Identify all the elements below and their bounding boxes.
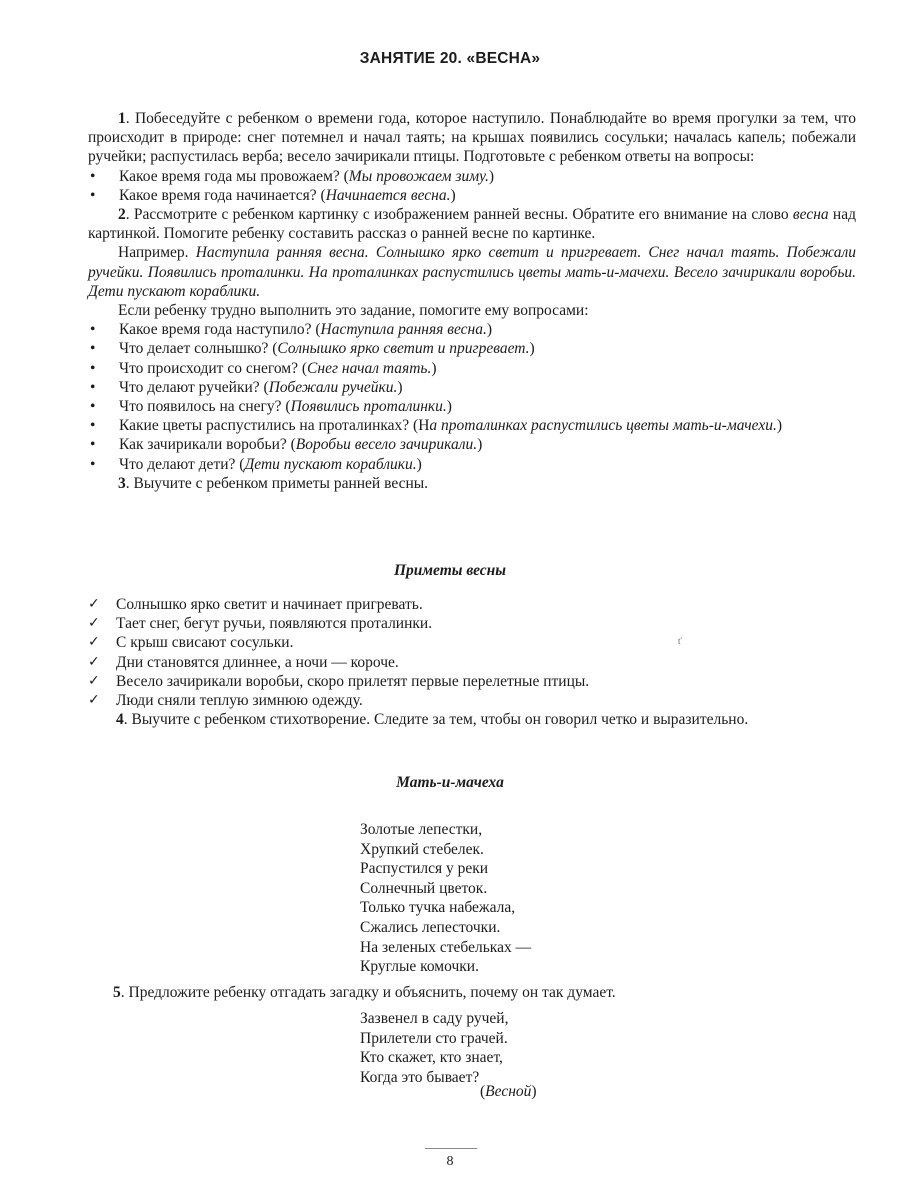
bullet-item: • Какое время года начинается? (Начинается весна.): [90, 186, 456, 204]
riddle: [360, 1009, 508, 1087]
task-number: 1: [118, 110, 126, 127]
signs-list: [88, 595, 878, 729]
checkmark-icon: ✓: [88, 653, 100, 670]
task-number: 3: [118, 474, 126, 492]
poem-line: Солнечный цветок.: [360, 879, 488, 897]
sign-item: ✓ Люди сняли теплую зимнюю одежду.: [88, 692, 363, 710]
poem-line: Хрупкий стебелек.: [360, 840, 484, 858]
bullet-item: • Что делают ручейки? (Побежали ручейки.): [90, 378, 403, 396]
sign-item: ✓ Весело зачирикали воробьи, скоро прилетят первые перелетные птицы.: [88, 672, 590, 690]
bullet-icon: •: [90, 398, 96, 416]
footer-divider: [425, 1148, 477, 1149]
poem-line: Круглые комочки.: [360, 958, 479, 976]
task-1-paragraph: [88, 109, 856, 167]
task-5-paragraph: 5. Предложите ребенку отгадать загадку и объяснить, почему он так думает.: [113, 984, 616, 1001]
sign-item: ✓ Тает снег, бегут ручьи, появляются проталинки.: [88, 615, 433, 633]
checkmark-icon: ✓: [88, 672, 100, 689]
bullet-item: • Что делает солнышко? (Солнышко ярко светит и пригревает.): [90, 340, 535, 358]
task-2-paragraph: 2. Рассмотрите с ребенком картинку с изображением ранней весны. Обратите его внимание на слово весна над картинкой. Помогите ребенку составить рассказ о ранней весне по картинке.: [88, 206, 856, 243]
task-4-paragraph: 4. Выучите с ребенком стихотворение. Следите за тем, чтобы он говорил четко и выразительно.: [116, 711, 749, 729]
riddle-line: Прилетели сто грачей.: [360, 1029, 508, 1047]
sign-item: ✓ С крыш свисают сосульки.: [88, 634, 294, 652]
riddle-line: Когда это бывает?: [360, 1068, 480, 1086]
page-number: 8: [446, 1154, 454, 1169]
sign-item: ✓ Дни становятся длиннее, а ночи — короче.: [88, 653, 399, 671]
poem-line: Только тучка набежала,: [360, 899, 516, 917]
example-paragraph: Например. Наступила ранняя весна. Солнышко ярко светит и пригревает. Снег начал таять. Побежали ручейки. Появились проталинки. На проталинках распустились цветы мать-и-мачехи. Весело зачирикали воробьи. Дети пускают кораблики.: [88, 244, 857, 300]
riddle-answer: (Весной): [480, 1083, 537, 1100]
poem-title: Мать-и-мачеха: [396, 774, 504, 791]
poem-line: Сжались лепесточки.: [360, 918, 501, 936]
bullet-item: • Какие цветы распустились на проталинках? (На проталинках распустились цветы мать-и-мачехи.): [90, 417, 782, 435]
poem-line: Распустился у реки: [360, 860, 489, 878]
checkmark-icon: ✓: [88, 634, 100, 651]
bullet-icon: •: [90, 359, 96, 377]
bullet-icon: •: [90, 455, 96, 473]
task-number: 2: [118, 206, 126, 224]
bullet-icon: •: [90, 167, 96, 185]
bullet-icon: •: [90, 340, 96, 358]
bullet-icon: •: [90, 378, 96, 396]
bullet-icon: •: [90, 436, 96, 454]
poem: [360, 820, 531, 977]
bullet-item: • Какое время года наступило? (Наступила ранняя весна.): [90, 321, 493, 339]
signs-heading: Приметы весны: [393, 562, 507, 579]
print-speck: ť: [678, 636, 682, 646]
help-line: Если ребенку трудно выполнить это задание, помогите ему вопросами:: [118, 302, 589, 320]
bullet-item: • Какое время года мы провожаем? (Мы провожаем зиму.): [90, 167, 495, 185]
checkmark-icon: ✓: [88, 596, 100, 612]
task-number: 4: [116, 711, 124, 729]
sign-item: ✓ Солнышко ярко светит и начинает пригревать.: [88, 596, 423, 613]
task-number: 5: [113, 984, 121, 1001]
bullet-item: • Что появилось на снегу? (Появились проталинки.): [90, 398, 452, 416]
checkmark-icon: ✓: [88, 692, 100, 709]
riddle-line: Зазвенел в саду ручей,: [360, 1010, 509, 1027]
bullet-item: • Что делают дети? (Дети пускают кораблики.): [90, 455, 422, 473]
bullet-item: • Что происходит со снегом? (Снег начал таять.): [90, 359, 437, 377]
poem-line: Золотые лепестки,: [360, 821, 483, 838]
task-3-paragraph: 3. Выучите с ребенком приметы ранней весны.: [118, 474, 429, 492]
bullet-icon: •: [90, 417, 96, 435]
bullet-icon: •: [90, 321, 96, 339]
page-title: ЗАНЯТИЕ 20. «ВЕСНА»: [359, 50, 541, 67]
checkmark-icon: ✓: [88, 615, 100, 632]
riddle-line: Кто скажет, кто знает,: [360, 1049, 503, 1067]
poem-line: На зеленых стебельках —: [360, 938, 532, 956]
bullet-item: • Как зачирикали воробьи? (Воробьи весело зачирикали.): [90, 436, 483, 454]
task-text: . Побеседуйте с ребенком о времени года, которое наступило. Понаблюдайте во время прогулки за тем, что происходит в природе: снег потемнел и начал таять; на крышах появились сосульки; началась капель; побежали ручейки; распустилась верба; весело зачирикали птицы. Подготовьте с ребенком ответы на вопросы:: [88, 110, 856, 166]
bullet-icon: •: [90, 186, 96, 204]
main-text: [88, 109, 856, 493]
